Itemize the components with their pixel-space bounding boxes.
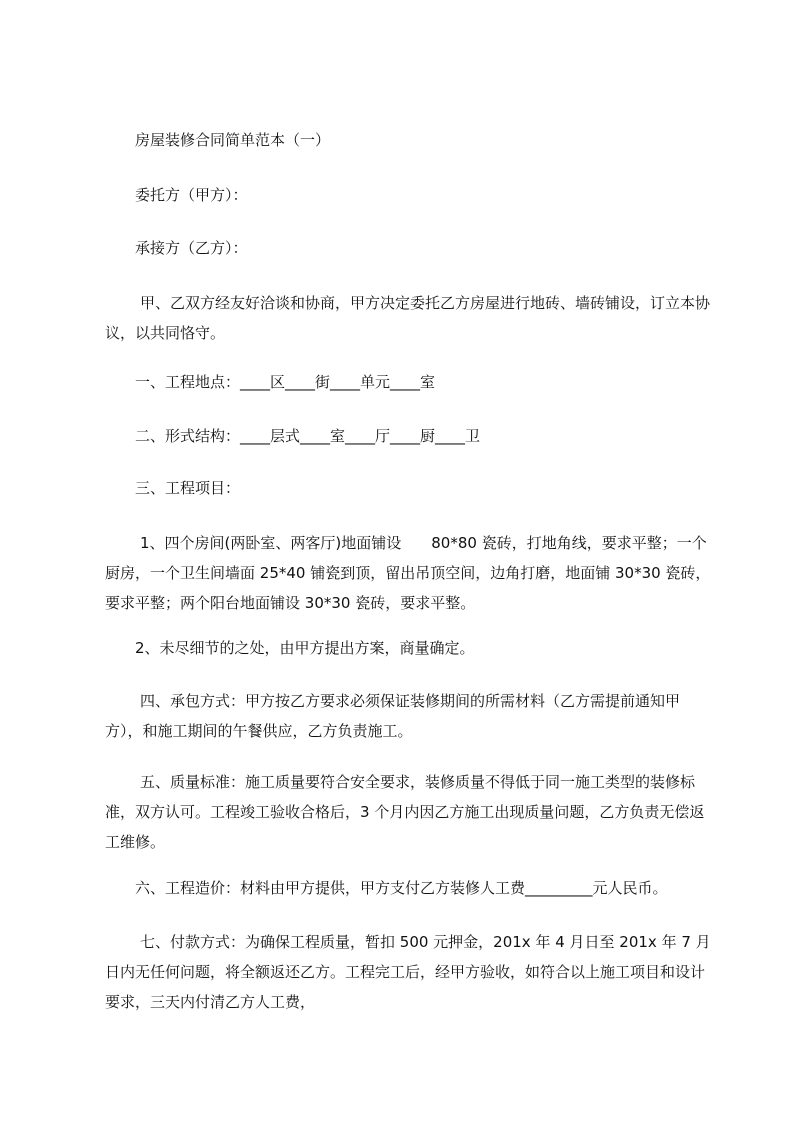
intro-paragraph: 甲、乙双方经友好洽谈和协商，甲方决定委托乙方房屋进行地砖、墙砖铺设，订立本协议，以共同恪守。 bbox=[105, 294, 711, 342]
party-a-line: 委托方（甲方）： bbox=[135, 186, 248, 204]
clause-project: 三、工程项目： bbox=[135, 479, 241, 497]
project-item-2: 2、未尽细节的之处，由甲方提出方案，商量确定。 bbox=[135, 639, 475, 657]
clause-location: 一、工程地点：____区____街____单元____室 bbox=[135, 373, 436, 391]
document-title: 房屋装修合同简单范本（一） bbox=[135, 131, 331, 149]
party-b-line: 承接方（乙方）： bbox=[135, 239, 248, 257]
project-item-1: 1、四个房间(两卧室、两客厅)地面铺设 80*80 瓷砖，打地角线，要求平整；一个厨房，一个卫生间墙面 25*40 铺瓷到顶，留出吊顶空间，边角打磨，地面铺 30*30 瓷砖，要求平整；两个阳台地面铺设 30*30 瓷砖，要求平整。 bbox=[105, 534, 711, 612]
clause-contract-method: 四、承包方式：甲方按乙方要求必须保证装修期间的所需材料（乙方需提前通知甲方），和施工期间的午餐供应，乙方负责施工。 bbox=[105, 692, 681, 740]
clause-structure: 二、形式结构：____层式____室____厅____厨____卫 bbox=[135, 427, 481, 445]
clause-quality: 五、质量标准：施工质量要符合安全要求，装修质量不得低于同一施工类型的装修标准，双方认可。工程竣工验收合格后，3 个月内因乙方施工出现质量问题，乙方负责无偿返工维修。 bbox=[105, 773, 705, 851]
clause-cost: 六、工程造价：材料由甲方提供，甲方支付乙方装修人工费_________元人民币。 bbox=[135, 879, 668, 897]
clause-payment: 七、付款方式：为确保工程质量，暂扣 500 元押金，201x 年 4 月日至 201x 年 7 月日内无任何问题，将全额返还乙方。工程完工后，经甲方验收，如符合以上施工项目和设计要求，三天内付清乙方人工费， bbox=[105, 933, 711, 1011]
